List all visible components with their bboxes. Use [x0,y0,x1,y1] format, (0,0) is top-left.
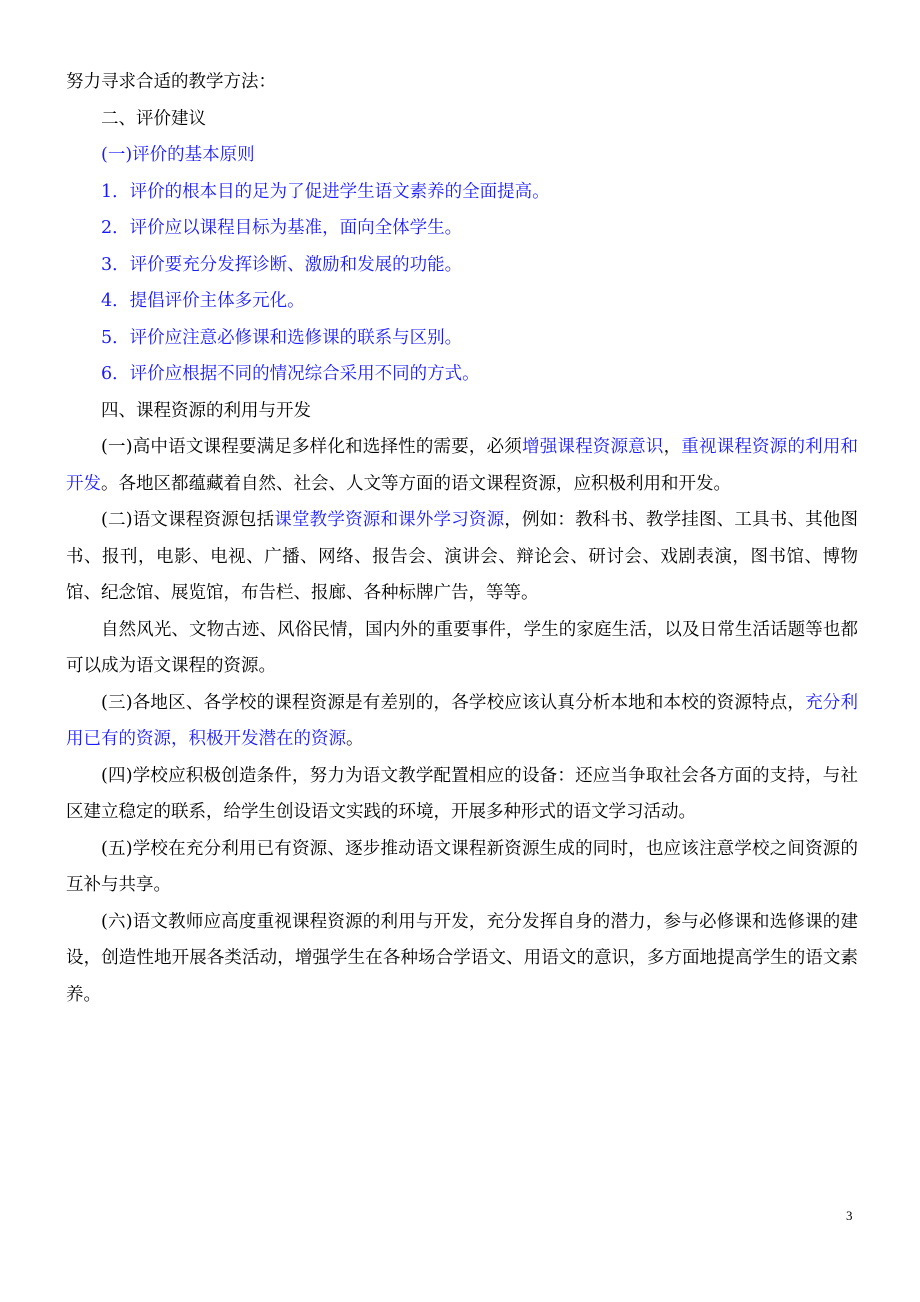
principle-item-1: 1．评价的根本目的足为了促进学生语文素养的全面提高。 [101,181,550,202]
highlighted-text: 充分利用已有的资源，积极开发潜在的资源 [66,692,858,749]
paragraph-text: ，例如：教科书、教学挂图、工具书、其他图书、报刊，电影、电视、广播、网络、报告会、演讲会、辩论会、研讨会、戏剧表演，图书馆、博物馆、纪念馆、展览馆，布告栏、报廊、各种标牌广告，等等。 [66,510,859,603]
resources-paragraph-6: (五)学校在充分利用已有资源、逐步推动语文课程新资源生成的同时，也应该注意学校之间资源的互补与共享。 [66,838,858,895]
principle-item-5: 5．评价应注意必修课和选修课的联系与区别。 [101,327,463,348]
paragraph-text: ， [663,437,682,457]
document-page [66,64,858,1013]
principle-item-2: 2．评价应以课程目标为基准，面向全体学生。 [101,218,463,238]
paragraph-text: (三)各地区、各学校的课程资源是有差别的，各学校应该认真分析本地和本校的资源特点， [101,692,806,713]
highlighted-text: 课堂教学资源和课外学习资源 [274,510,505,530]
paragraph-text: (一)高中语文课程要满足多样化和选择性的需要，必须 [101,437,523,457]
highlighted-text: 增强课程资源意识 [522,437,664,457]
resources-paragraph-3: 自然风光、文物古迹、风俗民情，国内外的重要事件，学生的家庭生活，以及日常生活话题等也都可以成为语文课程的资源。 [66,619,858,676]
principle-item-6: 6．评价应根据不同的情况综合采用不同的方式。 [101,364,480,384]
resources-paragraph-7: (六)语文教师应高度重视课程资源的利用与开发，充分发挥自身的潜力，参与必修课和选修课的建设，创造性地开展各类活动，增强学生在各种场合学语文、用语文的意识，多方面地提高学生的语文素养。 [66,911,858,1005]
resources-paragraph-1 [66,429,858,502]
paragraph-text: 。各地区都蕴藏着自然、社会、人文等方面的语文课程资源，应积极利用和开发。 [101,473,731,494]
paragraph-text: 。 [346,729,364,749]
resources-paragraph-2 [66,502,858,612]
paragraph-text: (二)语文课程资源包括 [101,510,275,530]
highlighted-text: 重视课程资源的利用和开发 [66,437,859,494]
resources-paragraph-4 [66,685,858,758]
subheading-principles: (一)评价的基本原则 [101,145,255,165]
intro-line: 努力寻求合适的教学方法： [66,72,276,92]
principle-item-4: 4．提倡评价主体多元化。 [101,291,305,311]
resources-paragraph-5: (四)学校应积极创造条件，努力为语文教学配置相应的设备：还应当争取社会各方面的支持，与社区建立稳定的联系，给学生创设语文实践的环境，开展多种形式的语文学习活动。 [66,765,858,822]
section-heading-evaluation: 二、评价建议 [101,108,206,129]
section-heading-resources: 四、课程资源的利用与开发 [101,400,311,421]
principle-item-3: 3．评价要充分发挥诊断、激励和发展的功能。 [101,254,463,275]
page-number: 3 [846,1208,853,1223]
